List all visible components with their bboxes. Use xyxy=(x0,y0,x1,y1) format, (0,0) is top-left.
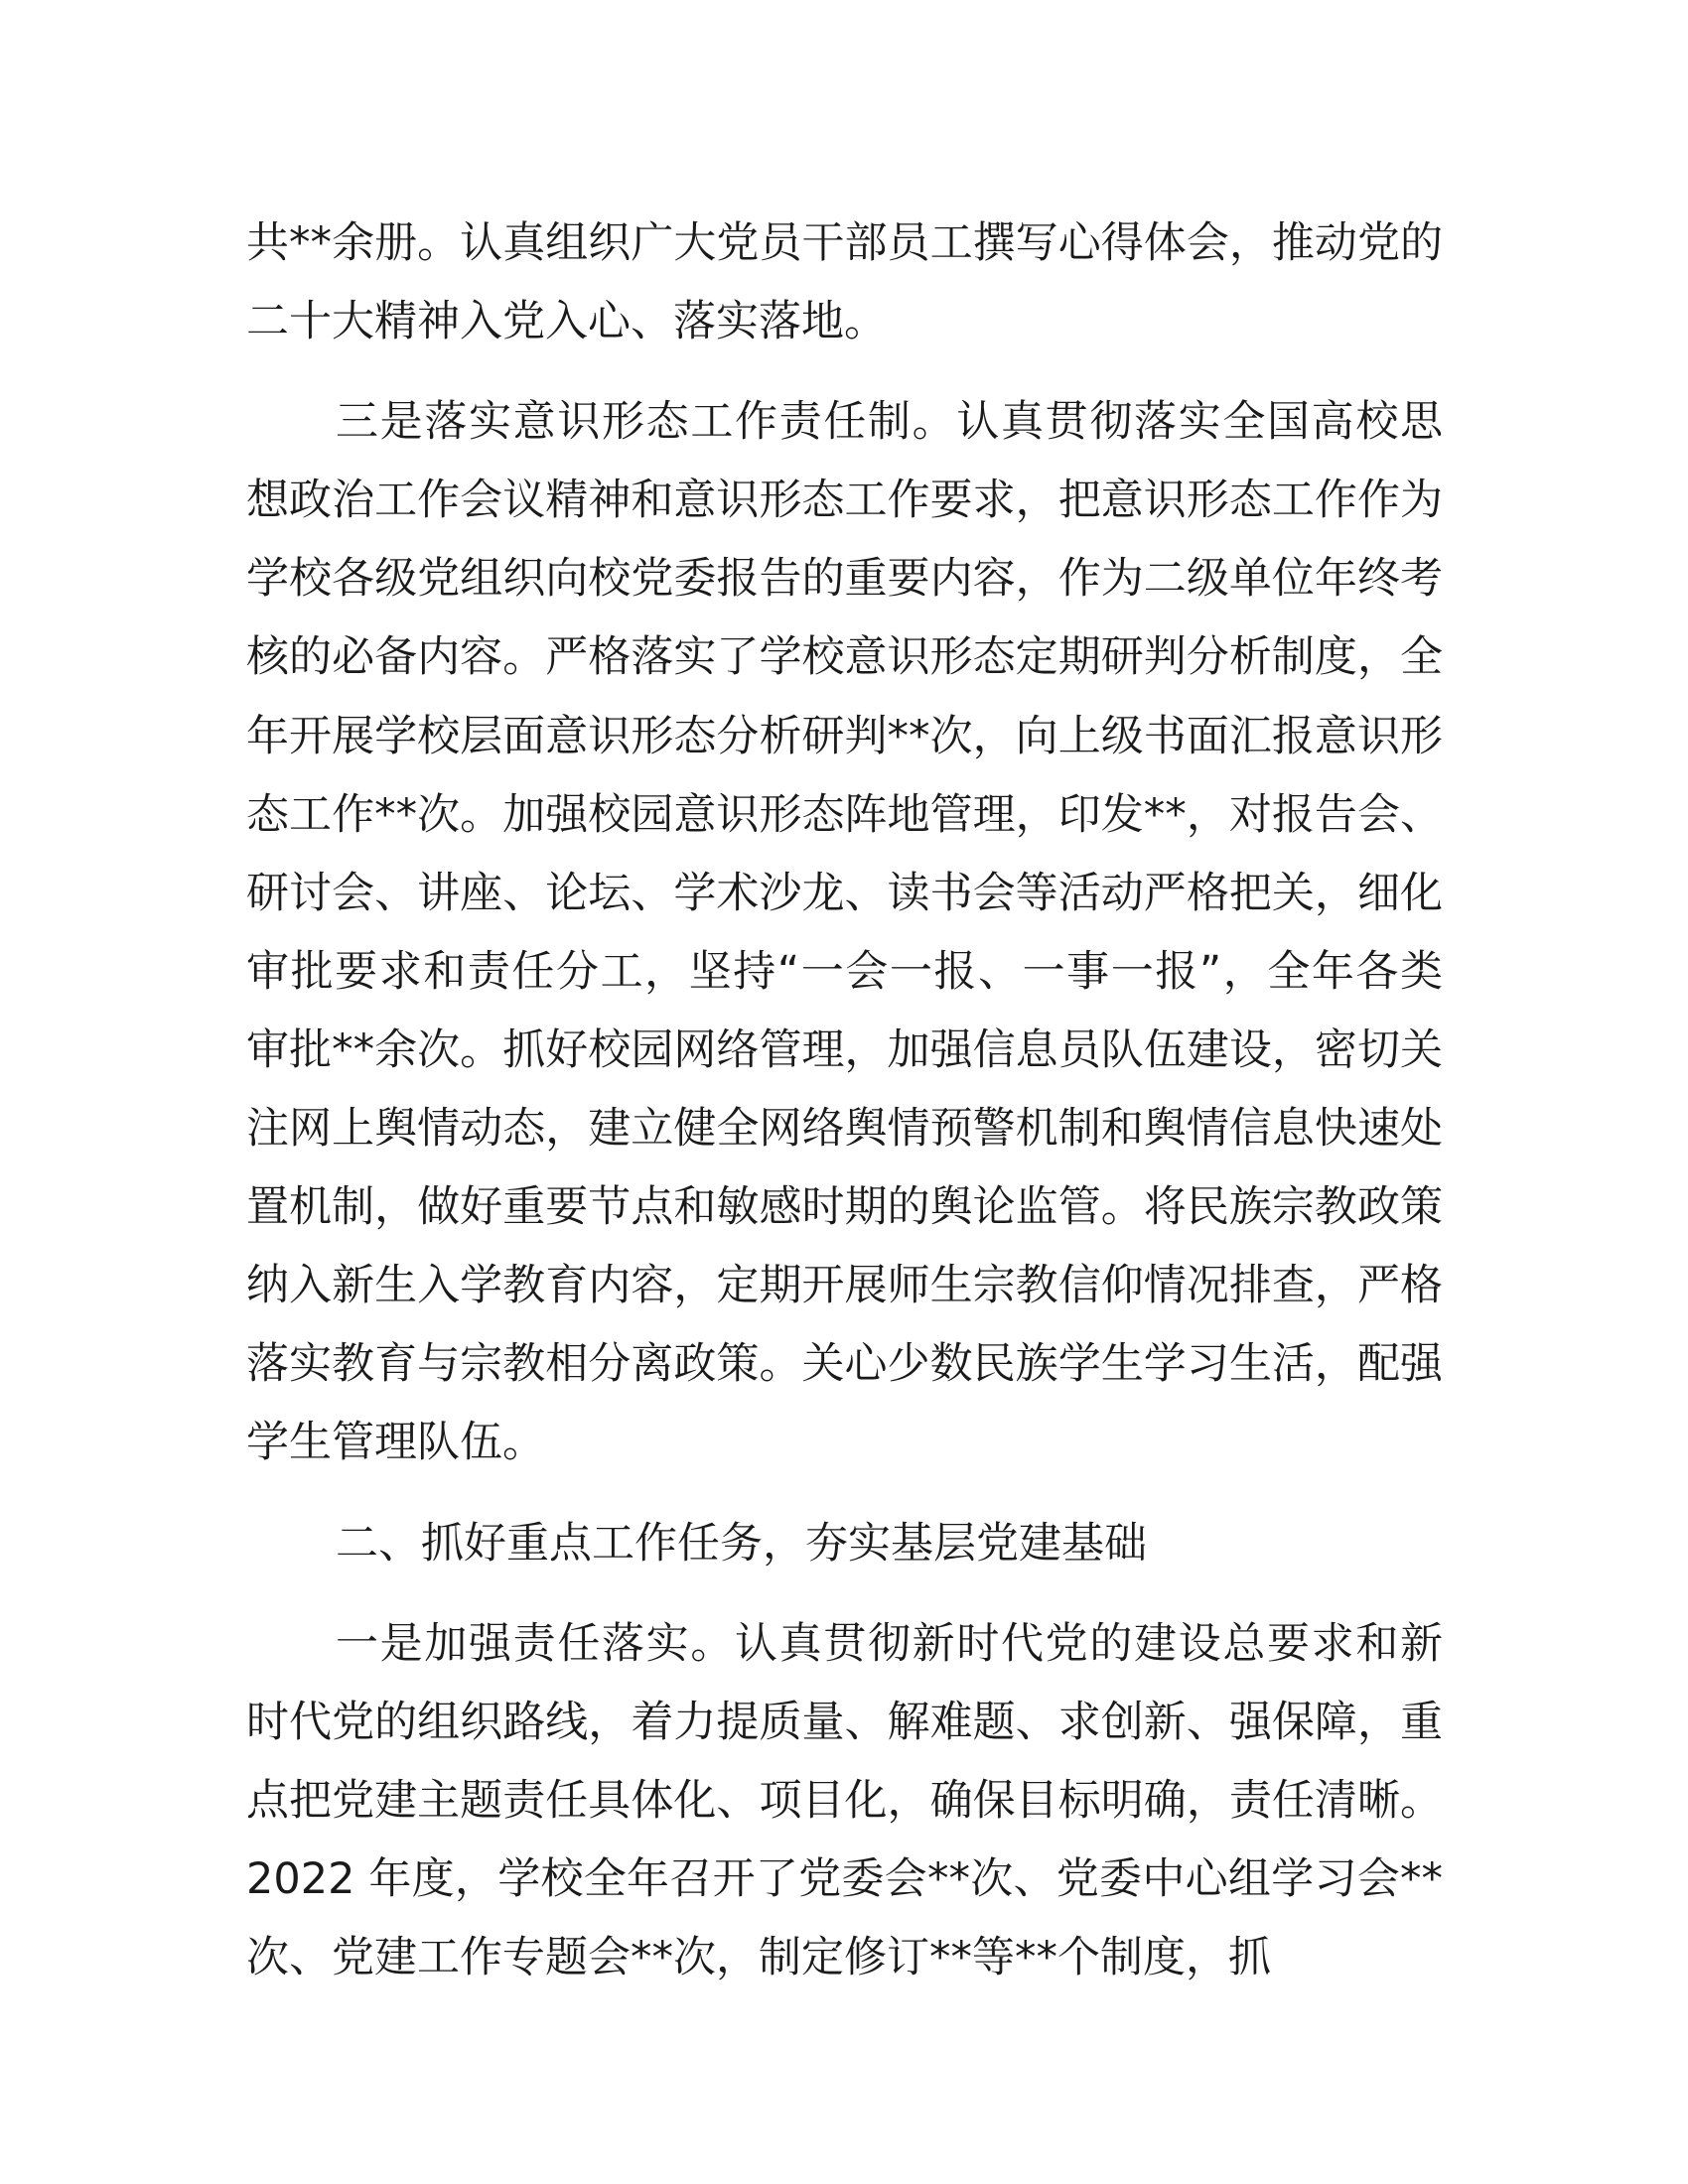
section-heading-key-tasks: 二、抓好重点工作任务，夯实基层党建基础 xyxy=(336,1518,1147,1569)
paragraph-responsibility-implementation: 一是加强责任落实。认真贯彻新时代党的建设总要求和新时代党的组织路线，着力提质量、解难题、求创新、强保障，重点把党建主题责任具体化、项目化，确保目标明确，责任清晰。2022 年度，学校全年召开了党委会**次、党委中心组学习会**次、党建工作专题会**次，制定修订**等**个制度，抓 xyxy=(246,1618,1443,1982)
paragraph-ideology-responsibility: 三是落实意识形态工作责任制。认真贯彻落实全国高校思想政治工作会议精神和意识形态工作要求，把意识形态工作作为学校各级党组织向校党委报告的重要内容，作为二级单位年终考核的必备内容。严格落实了学校意识形态定期研判分析制度，全年开展学校层面意识形态分析研判**次，向上级书面汇报意识形态工作**次。加强校园意识形态阵地管理，印发**，对报告会、研讨会、讲座、论坛、学术沙龙、读书会等活动严格把关，细化审批要求和责任分工，坚持“一会一报、一事一报”，全年各类审批**余次。抓好校园网络管理，加强信息员队伍建设，密切关注网上舆情动态，建立健全网络舆情预警机制和舆情信息快速处置机制，做好重要节点和敏感时期的舆论监管。将民族宗教政策纳入新生入学教育内容，定期开展师生宗教信仰情况排查，严格落实教育与宗教相分离政策。关心少数民族学生学习生活，配强学生管理队伍。 xyxy=(246,397,1443,1468)
document-body xyxy=(246,205,1443,1997)
paragraph-continuation: 共**余册。认真组织广大党员干部员工撰写心得体会，推动党的二十大精神入党入心、落实落地。 xyxy=(246,218,1443,347)
